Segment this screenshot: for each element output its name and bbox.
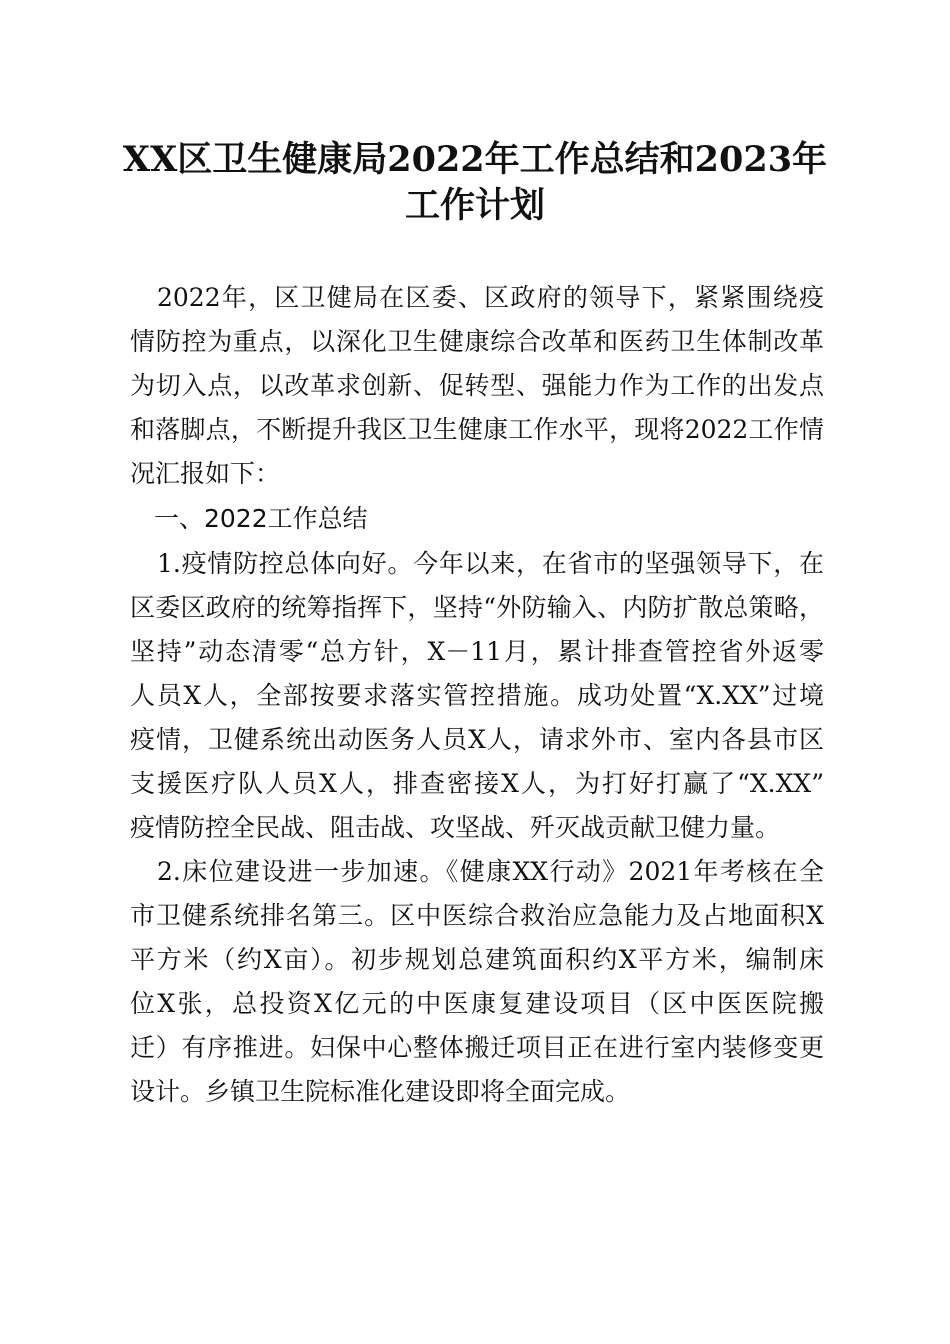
item-2-paragraph: [130, 850, 824, 1114]
text-line: 1.疫情防控总体向好。今年以来，在省市的坚强领导下，在: [157, 549, 824, 578]
text-line: 坚持”动态清零“总方针，X－11月，累计排查管控省外返零: [130, 637, 824, 666]
text-line: 疫情防控全民战、阻击战、攻坚战、歼灭战贡献卫健力量。: [130, 813, 781, 842]
text-line: 情防控为重点，以深化卫生健康综合改革和医药卫生体制改革: [130, 327, 824, 356]
title-line-1: XX区卫生健康局2022年工作总结和2023年: [122, 139, 828, 180]
text-line: 为切入点，以改革求创新、促转型、强能力作为工作的出发点: [130, 371, 824, 400]
text-line: 位X张，总投资X亿元的中医康复建设项目（区中医医院搬: [130, 989, 824, 1018]
text-line: 平方米（约X亩）。初步规划总建筑面积约X平方米，编制床: [130, 945, 824, 974]
text-line: 和落脚点，不断提升我区卫生健康工作水平，现将2022工作情: [130, 415, 824, 444]
text-line: 市卫健系统排名第三。区中医综合救治应急能力及占地面积X: [130, 901, 824, 930]
text-line: 2.床位建设进一步加速。《健康XX行动》2021年考核在全: [157, 857, 824, 886]
text-line: 区委区政府的统筹指挥下，坚持“外防输入、内防扩散总策略，: [130, 593, 824, 622]
text-line: 人员X人，全部按要求落实管控措施。成功处置“X.XX”过境: [130, 681, 824, 710]
item-1-paragraph: [130, 542, 824, 850]
section-heading: 一、2022工作总结: [154, 504, 368, 533]
text-line: 2022年，区卫健局在区委、区政府的领导下，紧紧围绕疫: [157, 283, 824, 312]
text-line: 支援医疗队人员X人，排查密接X人，为打好打赢了“X.XX”: [130, 769, 824, 798]
document-body: [130, 276, 824, 1114]
text-line: 况汇报如下：: [130, 459, 281, 488]
document-title: [0, 137, 950, 229]
intro-paragraph: [130, 276, 824, 496]
text-line: 设计。乡镇卫生院标准化建设即将全面完成。: [130, 1077, 631, 1106]
text-line: 疫情，卫健系统出动医务人员X人，请求外市、室内各县市区: [130, 725, 824, 754]
text-line: 迁）有序推进。妇保中心整体搬迁项目正在进行室内装修变更: [130, 1033, 824, 1062]
title-line-2: 工作计划: [404, 185, 545, 226]
